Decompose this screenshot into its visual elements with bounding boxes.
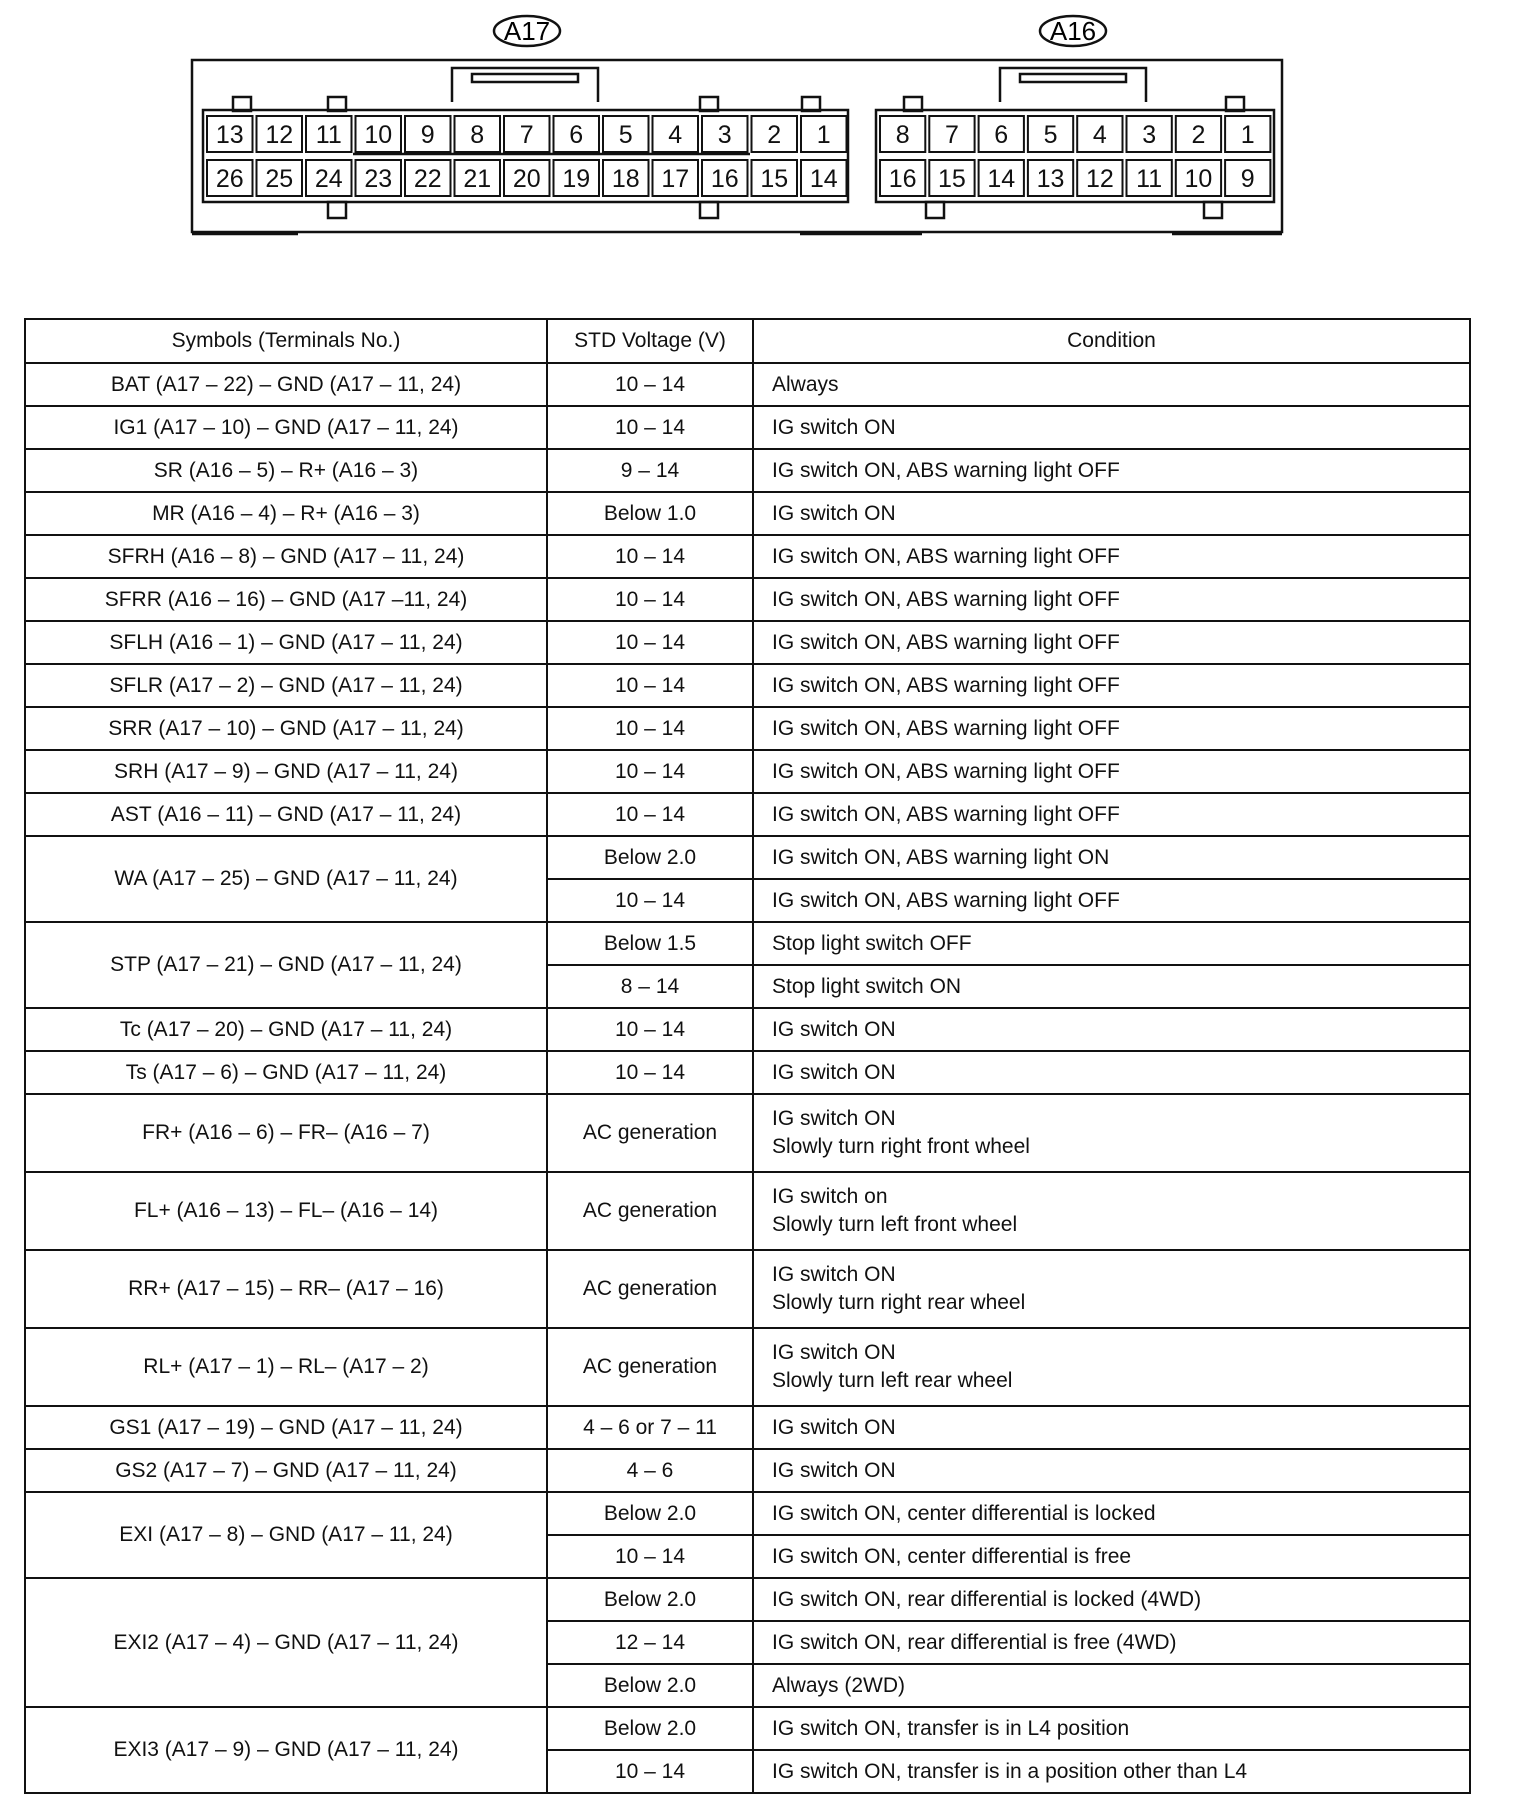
symbol-cell: SFLR (A17 – 2) – GND (A17 – 11, 24): [25, 664, 547, 707]
a17-pin-number: 13: [215, 121, 244, 149]
a17-pin-number: 2: [767, 121, 782, 149]
a17-pin-number: 8: [470, 121, 485, 149]
a16-pin-number: 12: [1085, 165, 1114, 193]
a17-pin-number: 19: [562, 165, 591, 193]
header-condition: Condition: [753, 319, 1470, 363]
condition-cell: [753, 707, 1470, 750]
a17-pin-number: 26: [215, 165, 244, 193]
voltage-cell: 10 – 14: [547, 406, 753, 449]
condition-line: IG switch ON: [772, 1060, 896, 1084]
condition-line: IG switch ON, ABS warning light OFF: [772, 458, 1120, 482]
voltage-cell: 10 – 14: [547, 664, 753, 707]
condition-line: IG switch ON: [772, 415, 896, 439]
table-row: [25, 1008, 1470, 1051]
condition-cell: [753, 449, 1470, 492]
condition-line: Slowly turn right rear wheel: [772, 1291, 1026, 1314]
voltage-cell: Below 2.0: [547, 836, 753, 879]
condition-line: IG switch ON, ABS warning light OFF: [772, 673, 1120, 697]
table-row: [25, 363, 1470, 406]
connector-label-a16: [1040, 16, 1106, 46]
a17-pin-number: 25: [265, 165, 294, 193]
a16-pin-number: 15: [938, 165, 966, 193]
symbol-cell: FR+ (A16 – 6) – FR– (A16 – 7): [25, 1094, 547, 1172]
symbol-cell: EXI (A17 – 8) – GND (A17 – 11, 24): [25, 1492, 547, 1578]
condition-cell: [753, 1664, 1470, 1707]
voltage-cell: AC generation: [547, 1094, 753, 1172]
condition-line: IG switch ON, rear differential is free (4WD): [772, 1630, 1177, 1654]
a16-pin-number: 16: [888, 165, 917, 193]
condition-line: IG switch ON, ABS warning light OFF: [772, 716, 1120, 740]
symbol-cell: SRR (A17 – 10) – GND (A17 – 11, 24): [25, 707, 547, 750]
table-row: [25, 578, 1470, 621]
table-row: [25, 406, 1470, 449]
a17-pin-number: 15: [760, 165, 789, 193]
a17-pins: [207, 116, 847, 196]
condition-cell: [753, 1707, 1470, 1750]
voltage-cell: Below 2.0: [547, 1707, 753, 1750]
condition-cell: [753, 1750, 1470, 1793]
table-body: [25, 363, 1470, 1793]
condition-line: Always (2WD): [772, 1673, 906, 1697]
condition-cell: [753, 1492, 1470, 1535]
condition-cell: [753, 922, 1470, 965]
table-row: [25, 793, 1470, 836]
condition-line: IG switch ON, ABS warning light OFF: [772, 759, 1120, 783]
symbol-cell: EXI2 (A17 – 4) – GND (A17 – 11, 24): [25, 1578, 547, 1707]
connector-label-a16-text: A16: [1049, 16, 1097, 46]
condition-line: IG switch ON, ABS warning light OFF: [772, 544, 1120, 568]
table-row: [25, 750, 1470, 793]
condition-line: Stop light switch OFF: [772, 931, 972, 955]
symbol-cell: GS2 (A17 – 7) – GND (A17 – 11, 24): [25, 1449, 547, 1492]
symbol-cell: MR (A16 – 4) – R+ (A16 – 3): [25, 492, 547, 535]
condition-line: IG switch ON, transfer is in L4 position: [772, 1716, 1130, 1740]
a16-pin-number: 8: [895, 121, 910, 149]
a16-pins: [880, 116, 1270, 196]
voltage-cell: 10 – 14: [547, 535, 753, 578]
table-row: [25, 449, 1470, 492]
a17-pin-number: 11: [315, 121, 342, 149]
condition-cell: [753, 879, 1470, 922]
condition-cell: [753, 1008, 1470, 1051]
a17-pin-number: 10: [364, 121, 393, 149]
table-row: [25, 1172, 1470, 1250]
a16-pin-number: 4: [1092, 121, 1107, 149]
condition-line: IG switch ON: [772, 501, 896, 525]
condition-line: IG switch on: [772, 1185, 888, 1208]
a17-pin-number: 22: [413, 165, 442, 193]
condition-line: Slowly turn right front wheel: [772, 1135, 1030, 1158]
symbol-cell: Tc (A17 – 20) – GND (A17 – 11, 24): [25, 1008, 547, 1051]
condition-cell: [753, 793, 1470, 836]
a16-pin-number: 11: [1136, 165, 1163, 193]
symbol-cell: SFRH (A16 – 8) – GND (A17 – 11, 24): [25, 535, 547, 578]
voltage-cell: AC generation: [547, 1172, 753, 1250]
condition-cell: [753, 664, 1470, 707]
table-row: [25, 1250, 1470, 1328]
a17-pin-number: 9: [420, 121, 435, 149]
a17-pin-number: 24: [314, 165, 343, 193]
condition-cell: [753, 1328, 1470, 1406]
a16-pin-number: 5: [1043, 121, 1058, 149]
voltage-cell: 10 – 14: [547, 793, 753, 836]
symbol-cell: SRH (A17 – 9) – GND (A17 – 11, 24): [25, 750, 547, 793]
a16-pin-number: 1: [1240, 121, 1255, 149]
symbol-cell: BAT (A17 – 22) – GND (A17 – 11, 24): [25, 363, 547, 406]
voltage-cell: AC generation: [547, 1328, 753, 1406]
symbol-cell: Ts (A17 – 6) – GND (A17 – 11, 24): [25, 1051, 547, 1094]
symbol-cell: EXI3 (A17 – 9) – GND (A17 – 11, 24): [25, 1707, 547, 1793]
a16-pin-number: 2: [1191, 121, 1206, 149]
condition-cell: [753, 535, 1470, 578]
condition-line: IG switch ON: [772, 1017, 896, 1041]
condition-cell: [753, 1172, 1470, 1250]
voltage-cell: Below 1.5: [547, 922, 753, 965]
symbol-cell: RR+ (A17 – 15) – RR– (A17 – 16): [25, 1250, 547, 1328]
table-row: [25, 535, 1470, 578]
condition-cell: [753, 492, 1470, 535]
condition-cell: [753, 406, 1470, 449]
condition-cell: [753, 965, 1470, 1008]
condition-line: IG switch ON: [772, 1458, 896, 1482]
voltage-cell: Below 1.0: [547, 492, 753, 535]
symbol-cell: RL+ (A17 – 1) – RL– (A17 – 2): [25, 1328, 547, 1406]
voltage-cell: 10 – 14: [547, 1051, 753, 1094]
a17-pin-number: 3: [717, 121, 732, 149]
voltage-cell: 10 – 14: [547, 1008, 753, 1051]
symbol-cell: FL+ (A16 – 13) – FL– (A16 – 14): [25, 1172, 547, 1250]
a17-pin-number: 12: [265, 121, 294, 149]
voltage-cell: 10 – 14: [547, 363, 753, 406]
symbol-cell: AST (A16 – 11) – GND (A17 – 11, 24): [25, 793, 547, 836]
condition-line: IG switch ON: [772, 1263, 896, 1286]
voltage-cell: 10 – 14: [547, 707, 753, 750]
a17-pin-number: 6: [569, 121, 584, 149]
a16-pin-number: 7: [944, 121, 959, 149]
condition-line: IG switch ON, rear differential is locked (4WD): [772, 1587, 1202, 1611]
condition-line: Always: [772, 372, 839, 396]
condition-line: IG switch ON, center differential is locked: [772, 1501, 1156, 1525]
a17-pin-number: 23: [364, 165, 393, 193]
condition-line: IG switch ON: [772, 1415, 896, 1439]
table-row: [25, 492, 1470, 535]
voltage-cell: Below 2.0: [547, 1578, 753, 1621]
header-voltage: STD Voltage (V): [547, 319, 753, 363]
voltage-cell: Below 2.0: [547, 1492, 753, 1535]
condition-line: IG switch ON: [772, 1107, 896, 1130]
table-row: [25, 664, 1470, 707]
a17-pin-number: 18: [611, 165, 640, 193]
condition-cell: [753, 1094, 1470, 1172]
a16-pin-number: 9: [1240, 165, 1255, 193]
table-row: [25, 922, 1470, 965]
voltage-cell: 10 – 14: [547, 1535, 753, 1578]
a17-pin-number: 21: [463, 165, 492, 193]
condition-line: Slowly turn left front wheel: [772, 1213, 1018, 1236]
table-header-row: [25, 319, 1470, 363]
table-row: [25, 1492, 1470, 1535]
condition-line: IG switch ON, center differential is free: [772, 1544, 1132, 1568]
condition-cell: [753, 750, 1470, 793]
connector-label-a17-text: A17: [503, 16, 551, 46]
table-row: [25, 1051, 1470, 1094]
condition-line: IG switch ON, ABS warning light OFF: [772, 802, 1120, 826]
voltage-cell: 10 – 14: [547, 621, 753, 664]
voltage-cell: 10 – 14: [547, 879, 753, 922]
voltage-cell: Below 2.0: [547, 1664, 753, 1707]
condition-cell: [753, 1621, 1470, 1664]
voltage-cell: 4 – 6 or 7 – 11: [547, 1406, 753, 1449]
a17-pin-number: 17: [661, 165, 690, 193]
table-row: [25, 1406, 1470, 1449]
table-row: [25, 1094, 1470, 1172]
table-row: [25, 1449, 1470, 1492]
condition-cell: [753, 1051, 1470, 1094]
condition-line: IG switch ON, ABS warning light OFF: [772, 888, 1120, 912]
condition-cell: [753, 1406, 1470, 1449]
header-symbols: Symbols (Terminals No.): [25, 319, 547, 363]
condition-cell: [753, 1535, 1470, 1578]
voltage-cell: 9 – 14: [547, 449, 753, 492]
table-row: [25, 1328, 1470, 1406]
symbol-cell: SFLH (A16 – 1) – GND (A17 – 11, 24): [25, 621, 547, 664]
condition-line: IG switch ON, transfer is in a position other than L4: [772, 1759, 1248, 1783]
condition-line: IG switch ON, ABS warning light OFF: [772, 630, 1120, 654]
symbol-cell: IG1 (A17 – 10) – GND (A17 – 11, 24): [25, 406, 547, 449]
voltage-cell: 4 – 6: [547, 1449, 753, 1492]
a16-pin-number: 14: [987, 165, 1016, 193]
condition-line: IG switch ON: [772, 1341, 896, 1364]
condition-cell: [753, 621, 1470, 664]
condition-line: IG switch ON, ABS warning light ON: [772, 845, 1110, 869]
table-row: [25, 836, 1470, 879]
symbol-cell: STP (A17 – 21) – GND (A17 – 11, 24): [25, 922, 547, 1008]
voltage-spec-table: [24, 318, 1471, 1794]
voltage-cell: 12 – 14: [547, 1621, 753, 1664]
a17-pin-number: 7: [519, 121, 534, 149]
connector-diagram: [0, 0, 1520, 300]
voltage-cell: 10 – 14: [547, 750, 753, 793]
condition-cell: [753, 578, 1470, 621]
voltage-cell: 8 – 14: [547, 965, 753, 1008]
condition-cell: [753, 1449, 1470, 1492]
a16-pin-number: 10: [1184, 165, 1213, 193]
condition-line: Stop light switch ON: [772, 974, 962, 998]
table-row: [25, 707, 1470, 750]
a17-pin-number: 4: [668, 121, 683, 149]
a16-pin-number: 13: [1036, 165, 1065, 193]
table-row: [25, 621, 1470, 664]
voltage-cell: 10 – 14: [547, 578, 753, 621]
voltage-cell: 10 – 14: [547, 1750, 753, 1793]
connector-label-a17: [494, 16, 560, 46]
condition-cell: [753, 363, 1470, 406]
condition-cell: [753, 836, 1470, 879]
voltage-cell: AC generation: [547, 1250, 753, 1328]
table-row: [25, 1707, 1470, 1750]
a17-pin-number: 16: [710, 165, 739, 193]
a17-pin-number: 1: [816, 121, 831, 149]
table-row: [25, 1578, 1470, 1621]
a16-pin-number: 3: [1142, 121, 1157, 149]
condition-line: Slowly turn left rear wheel: [772, 1369, 1013, 1392]
condition-line: IG switch ON, ABS warning light OFF: [772, 587, 1120, 611]
symbol-cell: GS1 (A17 – 19) – GND (A17 – 11, 24): [25, 1406, 547, 1449]
symbol-cell: SR (A16 – 5) – R+ (A16 – 3): [25, 449, 547, 492]
a16-pin-number: 6: [994, 121, 1009, 149]
condition-cell: [753, 1578, 1470, 1621]
symbol-cell: WA (A17 – 25) – GND (A17 – 11, 24): [25, 836, 547, 922]
a17-pin-number: 14: [809, 165, 838, 193]
a17-pin-number: 20: [512, 165, 541, 193]
condition-cell: [753, 1250, 1470, 1328]
symbol-cell: SFRR (A16 – 16) – GND (A17 –11, 24): [25, 578, 547, 621]
a17-pin-number: 5: [618, 121, 633, 149]
